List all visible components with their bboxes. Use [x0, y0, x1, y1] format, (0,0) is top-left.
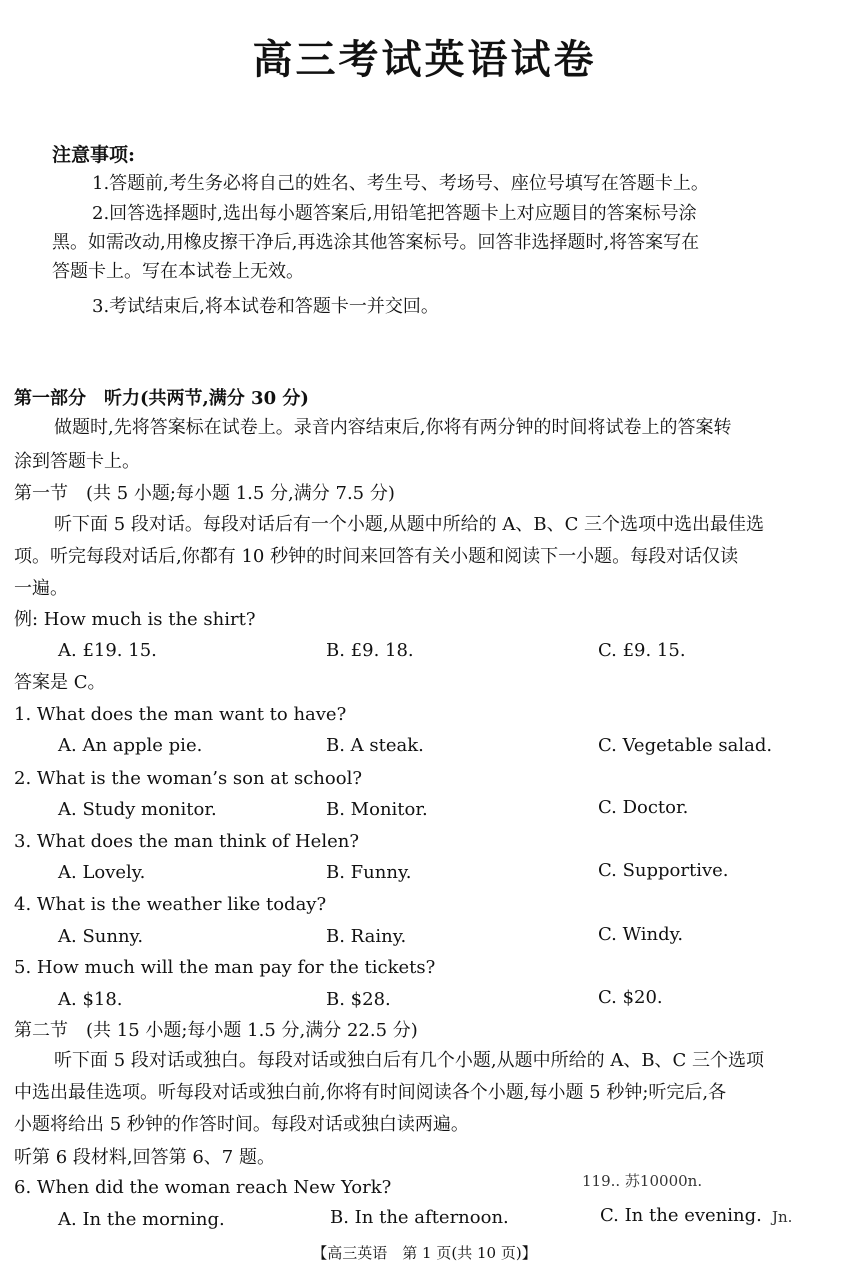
q2-option-c: C. Doctor.: [598, 797, 689, 818]
material-label: 听第 6 段材料,回答第 6、7 题。: [14, 1147, 275, 1168]
part1-heading: 第一部分 听力(共两节,满分 30 分): [14, 388, 309, 409]
notice-item-2-cont2: 答题卡上。写在本试卷上无效。: [52, 261, 304, 282]
question-6: 6. When did the woman reach New York?: [14, 1177, 392, 1198]
example-option-b: B. £9. 18.: [326, 640, 414, 661]
q6-option-b: B. In the afternoon.: [330, 1207, 509, 1228]
notice-item-3: 3.考试结束后,将本试卷和答题卡一并交回。: [92, 296, 439, 317]
section2-instructions-cont2: 小题将给出 5 秒钟的作答时间。每段对话或独白读两遍。: [14, 1114, 469, 1135]
example-option-c: C. £9. 15.: [598, 640, 686, 661]
q4-option-a: A. Sunny.: [58, 926, 144, 947]
q4-option-c: C. Windy.: [598, 924, 684, 945]
exam-title: 高三考试英语试卷: [252, 37, 597, 83]
part1-intro-cont: 涂到答题卡上。: [14, 451, 140, 472]
q3-option-b: B. Funny.: [326, 862, 412, 883]
question-2: 2. What is the woman’s son at school?: [14, 768, 362, 789]
q3-option-c: C. Supportive.: [598, 860, 729, 881]
q2-option-b: B. Monitor.: [326, 799, 428, 820]
part1-intro: 做题时,先将答案标在试卷上。录音内容结束后,你将有两分钟的时间将试卷上的答案转: [54, 417, 732, 438]
q4-option-b: B. Rainy.: [326, 926, 407, 947]
section1-instructions-cont: 项。听完每段对话后,你都有 10 秒钟的时间来回答有关小题和阅读下一小题。每段对话仅读: [14, 546, 739, 567]
question-3: 3. What does the man think of Helen?: [14, 831, 359, 852]
section2-instructions-cont: 中选出最佳选项。听每段对话或独白前,你将有时间阅读各个小题,每小题 5 秒钟;听完后,各: [14, 1082, 727, 1103]
q2-option-a: A. Study monitor.: [58, 799, 217, 820]
handwritten-mark: Jn.: [772, 1208, 793, 1226]
q5-option-c: C. $20.: [598, 987, 663, 1008]
handwritten-note: 119.. 苏10000n.: [582, 1172, 703, 1190]
question-4: 4. What is the weather like today?: [14, 894, 327, 915]
q6-option-a: A. In the morning.: [58, 1209, 225, 1230]
section2-instructions: 听下面 5 段对话或独白。每段对话或独白后有几个小题,从题中所给的 A、B、C 三个选项: [54, 1050, 765, 1071]
section1-instructions: 听下面 5 段对话。每段对话后有一个小题,从题中所给的 A、B、C 三个选项中选出最佳选: [54, 514, 765, 535]
notice-item-2-cont: 黑。如需改动,用橡皮擦干净后,再选涂其他答案标号。回答非选择题时,将答案写在: [52, 232, 700, 253]
notice-item-2: 2.回答选择题时,选出每小题答案后,用铅笔把答题卡上对应题目的答案标号涂: [92, 203, 697, 224]
notice-item-1: 1.答题前,考生务必将自己的姓名、考生号、考场号、座位号填写在答题卡上。: [92, 173, 709, 194]
question-5: 5. How much will the man pay for the tickets?: [14, 957, 436, 978]
q5-option-a: A. $18.: [58, 989, 123, 1010]
q1-option-b: B. A steak.: [326, 735, 424, 756]
q1-option-a: A. An apple pie.: [58, 735, 203, 756]
q5-option-b: B. $28.: [326, 989, 391, 1010]
example-answer: 答案是 C。: [14, 672, 106, 693]
q6-option-c: C. In the evening.: [600, 1205, 762, 1226]
example-question: 例: How much is the shirt?: [14, 609, 256, 630]
section2-heading: 第二节 (共 15 小题;每小题 1.5 分,满分 22.5 分): [14, 1020, 418, 1041]
q1-option-c: C. Vegetable salad.: [598, 735, 773, 756]
section1-instructions-cont2: 一遍。: [14, 578, 68, 599]
question-1: 1. What does the man want to have?: [14, 704, 347, 725]
q3-option-a: A. Lovely.: [58, 862, 146, 883]
example-option-a: A. £19. 15.: [58, 640, 157, 661]
notice-heading: 注意事项:: [52, 144, 136, 166]
section1-heading: 第一节 (共 5 小题;每小题 1.5 分,满分 7.5 分): [14, 483, 395, 504]
page-footer: 【高三英语 第 1 页(共 10 页)】: [312, 1244, 537, 1262]
